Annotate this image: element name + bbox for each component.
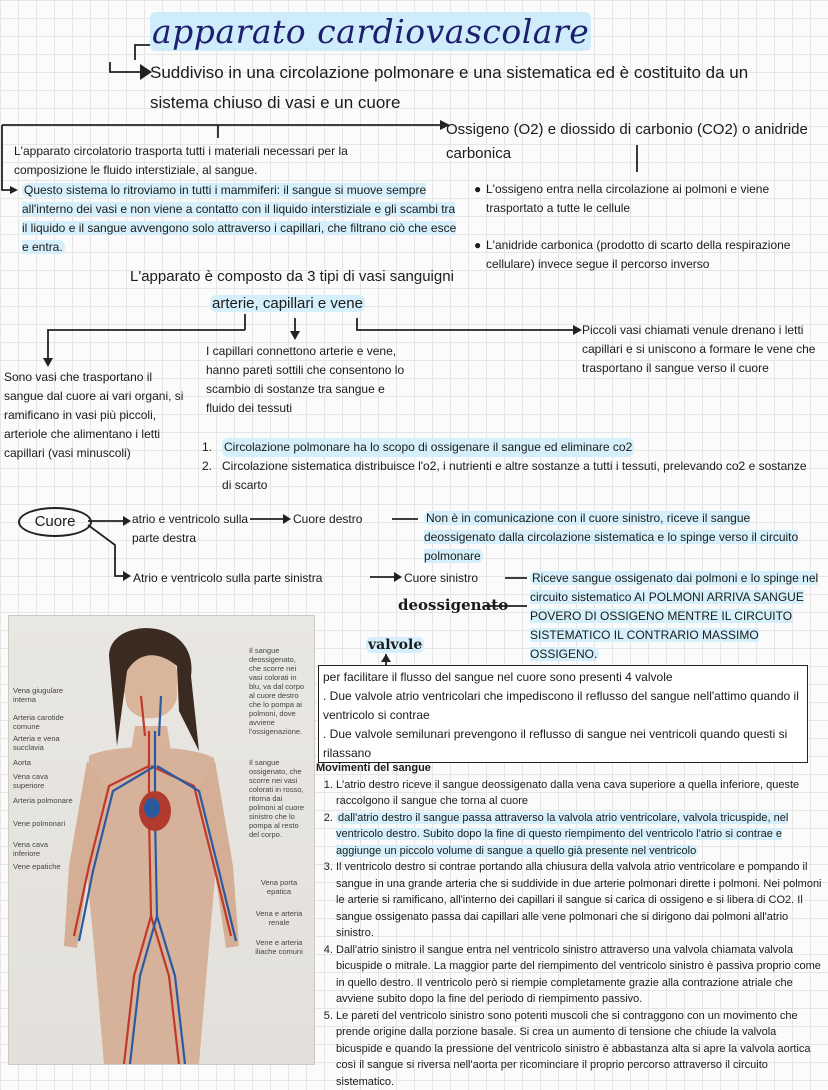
- vessels-types: arterie, capillari e vene: [210, 295, 365, 312]
- movements-heading: Movimenti del sangue: [316, 760, 822, 777]
- figure-label: Vene e arteria iliache comuni: [254, 938, 304, 956]
- figure-label: Arteria polmonare: [13, 796, 73, 805]
- bullet-icon: ●: [474, 180, 481, 199]
- deoxygenated-note: deossigenato: [398, 596, 508, 614]
- figure-label: Arteria carotide comune: [13, 713, 73, 731]
- page-title: apparato cardiovascolare: [150, 12, 591, 51]
- intro-paragraph-1: L'apparato circolatorio trasporta tutti i materiali necessari per la composizione le fluido interstiziale, al sangue.: [14, 142, 414, 180]
- page-subtitle: Suddiviso in una circolazione polmonare e una sistematica ed è costituito da un sistema chiuso di vasi e un cuore: [150, 58, 810, 118]
- figure-caption-red: Il sangue ossigenato, che scorre nei vasi colorati in rosso, ritorna dai polmoni al cuore sinistro che lo pompa al resto del corpo.: [249, 758, 309, 839]
- valves-intro: per facilitare il flusso del sangue nel cuore sono presenti 4 valvole: [323, 668, 803, 687]
- blood-movements: [316, 760, 822, 1090]
- figure-caption-blue: Il sangue deossigenato, che scorre nei vasi colorati in blu, va dal corpo al cuore destro che lo pompa ai polmoni, dove avviene l'ossigenazione.: [249, 646, 309, 736]
- heart-left-label: Cuore sinistro: [404, 569, 478, 588]
- circulation-item: 1. Circolazione polmonare ha lo scopo di ossigenare il sangue ed eliminare co2: [202, 438, 812, 457]
- figure-label: Vene polmonari: [13, 819, 73, 828]
- movement-step: 3. Il ventricolo destro si contrae portando alla chiusura della valvola atrio ventricolare e pompando il sangue in una grande arteria che si suddivide in due arterie polmonari dirette i polmoni. Nei polmoni le arterie si ramificano, all'interno dei capillari il sangue si carica di ossigeno e si libera di CO2. Il sangue ossigenato passa dai capillari alle vene polmonari che si dirigono dai polmoni all'atrio sinistro.: [336, 859, 822, 942]
- figure-label: Vene epatiche: [13, 862, 73, 871]
- heart-left-description: Riceve sangue ossigenato dai polmoni e lo spinge nel circuito sistematico AI POLMONI ARRIVA SANGUE POVERO DI OSSIGENO MENTRE IL CIRCUITO SISTEMATICO IL CONTRARIO MASSIMO OSSIGENO.: [530, 569, 820, 664]
- valves-av: . Due valvole atrio ventricolari che impediscono il reflusso del sangue nell'attimo quando il ventricolo si contrae: [323, 687, 803, 725]
- figure-label: Vena cava inferiore: [13, 840, 73, 858]
- movement-step: 2. dall'atrio destro il sangue passa attraverso la valvola atrio ventricolare, valvola tricuspide, nel ventricolo destro. Subito dopo la fine di questo riempimento del ventricolo l'atrio si contrae e aggiunge un piccolo volume di sangue a quello già presente nel ventricolo: [336, 810, 822, 860]
- figure-label: Vena giugulare interna: [13, 686, 73, 704]
- valves-semilunar: . Due valvole semilunari prevengono il reflusso di sangue nei ventricoli quando questi si rilassano: [323, 725, 803, 763]
- circulation-list: [202, 438, 812, 495]
- intro-paragraph-2: Questo sistema lo ritroviamo in tutti i mammiferi: il sangue si muove sempre all'interno dei vasi e non viene a contatto con il liquido interstiziale e gli scambi tra il liquido e il sangue avvengono solo attraverso i capillari, che filtrano ciò che esce e entra.: [22, 181, 462, 257]
- heart-right-label: Cuore destro: [293, 510, 362, 529]
- gas-o2-bullet: ● L'ossigeno entra nella circolazione ai polmoni e viene trasportato a tutte le cellule: [486, 180, 816, 218]
- circulation-item: 2. Circolazione sistematica distribuisce l'o2, i nutrienti e altre sostanze a tutti i tessuti, prelevando co2 e sostanze di scarto: [202, 457, 812, 495]
- figure-label: Aorta: [13, 758, 73, 767]
- bullet-icon: ●: [474, 236, 481, 255]
- vene-description: Piccoli vasi chiamati venule drenano i letti capillari e si uniscono a formare le vene che trasportano il sangue verso il cuore: [582, 321, 820, 378]
- movement-step: 5. Le pareti del ventricolo sinistro sono potenti muscoli che si contraggono con un movimento che prende origine dalla porzione basale. Si crea un aumento di tensione che chiude la valvola bicuspide e quando la pressione del ventricolo sinistro è abbastanza alta si apre la valvola aortica così il sangue si riversa nell'aorta per ricominciare il proprio percorso attraverso il circuito sistematico.: [336, 1008, 822, 1090]
- movements-list: [316, 777, 822, 1090]
- movement-step: 4. Dall'atrio sinistro il sangue entra nel ventricolo sinistro attraverso una valvola chiamata valvola bicuspide o mitrale. La maggior parte del riempimento del ventricolo sinistro è passiva proprio come in quello destro. Il ventricolo però si riempie completamente grazie alla contrazione atriale che avviene subito dopo la fine del periodo di riempimento passivo.: [336, 942, 822, 1008]
- figure-label: Vena e arteria renale: [254, 909, 304, 927]
- heart-left-side: Atrio e ventricolo sulla parte sinistra: [133, 569, 322, 588]
- movement-step: 1. L'atrio destro riceve il sangue deossigenato dalla vena cava superiore a quella inferiore, queste raccolgono il sangue che torna al cuore: [336, 777, 822, 810]
- heart-label: Cuore: [18, 507, 92, 537]
- circulatory-system-figure: [8, 615, 315, 1065]
- valves-label: valvole: [366, 637, 424, 653]
- figure-label: Arteria e vena succlavia: [13, 734, 73, 752]
- vessels-intro: L'apparato è composto da 3 tipi di vasi sanguigni: [130, 268, 454, 285]
- heart-right-side: atrio e ventricolo sulla parte destra: [132, 510, 252, 548]
- figure-label: Vena cava superiore: [13, 772, 73, 790]
- arterie-description: Sono vasi che trasportano il sangue dal cuore ai vari organi, si ramificano in vasi più piccoli, arteriole che alimentano i letti capillari (vasi minuscoli): [4, 368, 184, 463]
- valves-box: [318, 665, 808, 763]
- gas-co2-bullet: ● L'anidride carbonica (prodotto di scarto della respirazione cellulare) invece segue il percorso inverso: [486, 236, 806, 274]
- heart-right-description: Non è in comunicazione con il cuore sinistro, riceve il sangue deossigenato dalla circolazione sistematica e lo spinge verso il circuito polmonare: [424, 509, 814, 566]
- capillari-description: I capillari connettono arterie e vene, hanno pareti sottili che consentono lo scambio di sostanze tra sangue e fluido dei tessuti: [206, 342, 406, 418]
- figure-label: Vena porta epatica: [254, 878, 304, 896]
- gases-heading: Ossigeno (O2) e diossido di carbonio (CO2) o anidride carbonica: [446, 118, 816, 166]
